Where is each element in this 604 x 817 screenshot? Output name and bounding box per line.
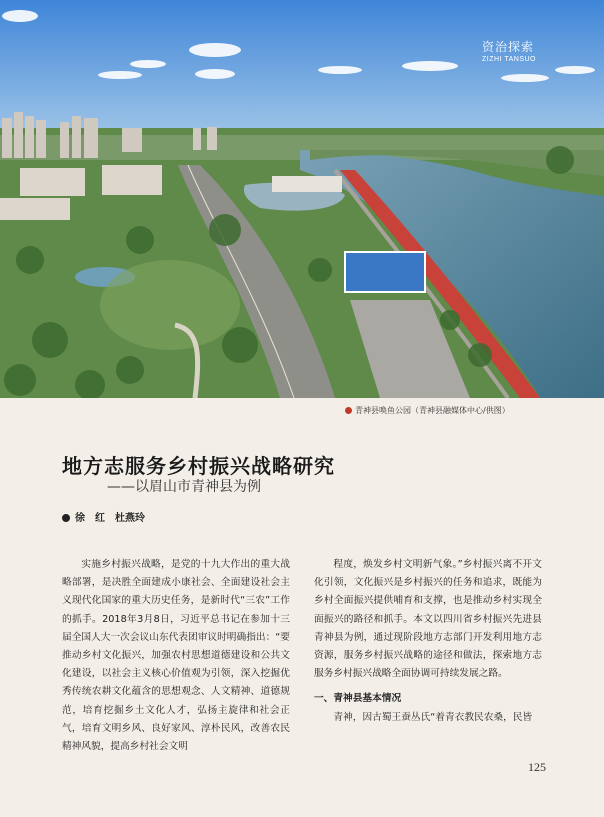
left-column-text: 实施乡村振兴战略，是党的十九大作出的重大战略部署，是决胜全面建成小康社会、全面建设社会主义现代化国家的重大历史任务，是新时代“三农”工作的抓手。2018年3月8日，习近平总书记在参加十三届全国人大一次会议山东代表团审议时明确指出：“要推动乡村文化振兴，加强农村思想道德建设和公共文化建设，以社会主义核心价值观为引领，深入挖掘优秀传统农耕文化蕴含的思想观念、人文精神、道德规范，培育挖掘乡土文化人才，弘扬主旋律和社会正气，培育文明乡风、良好家风、淳朴民风，改善农民精神风貌，提高乡村社会文明	[62, 559, 290, 753]
caption-bullet-icon	[345, 407, 352, 414]
page-number: 125	[528, 760, 546, 774]
caption-text: 青神县唤鱼公园（青神县融媒体中心/供图）	[355, 406, 510, 415]
section-title-cn: 资治探索	[482, 40, 535, 54]
author-bullet-icon	[62, 514, 70, 522]
left-column	[62, 556, 290, 756]
right-column	[314, 556, 542, 727]
section-heading: 一、青神县基本情况	[314, 693, 402, 705]
author-names: 徐 红 杜燕玲	[75, 513, 145, 524]
article-subtitle: ——以眉山市青神县为例	[107, 479, 261, 495]
author-line	[62, 509, 145, 524]
article-title: 地方志服务乡村振兴战略研究	[62, 454, 335, 478]
photo-caption	[345, 405, 510, 416]
right-column-text: 程度，焕发乡村文明新气象。”乡村振兴离不开文化引领，文化振兴是乡村振兴的任务和追求，既能为乡村全面振兴提供哺育和支撑，也是推动乡村实现全面振兴的路径和抓手。本文以四川省乡村振兴先进县青神县为例，通过现阶段地方志部门开发利用地方志资源，服务乡村振兴战略的途径和做法，探索地方志服务乡村振兴战略全面协调可持续发展之路。	[314, 559, 542, 680]
section-title-en: ZIZHI TANSUO	[482, 56, 536, 63]
section-tag	[482, 38, 536, 63]
right-column-text-2: 青神，因古蜀王蚕丛氏“着青衣教民农桑，民皆	[333, 711, 533, 723]
